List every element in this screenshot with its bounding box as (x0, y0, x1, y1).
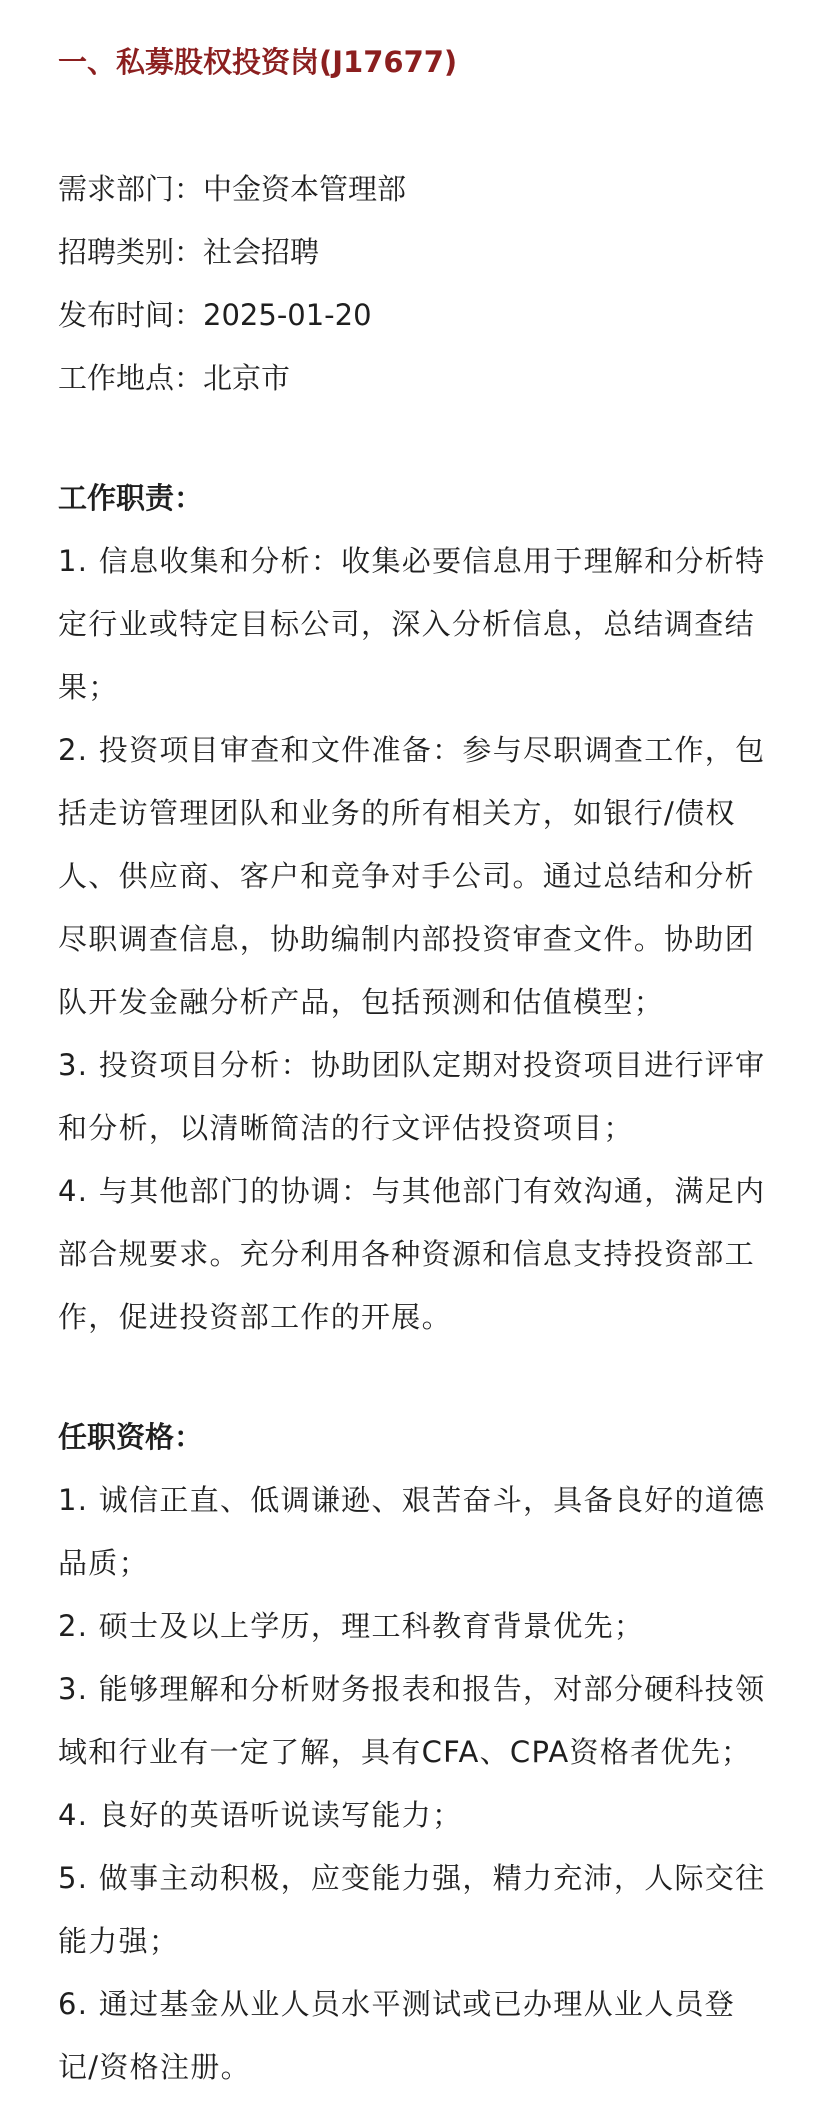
job-meta (58, 158, 770, 410)
meta-value: 社会招聘 (203, 235, 320, 269)
meta-value: 中金资本管理部 (203, 172, 407, 206)
responsibilities-title: 工作职责： (58, 481, 204, 515)
responsibility-item: 1. 信息收集和分析：收集必要信息用于理解和分析特定行业或特定目标公司，深入分析信息，总结调查结果； (58, 544, 766, 704)
meta-label: 招聘类别： (58, 235, 204, 269)
qualification-item: 3. 能够理解和分析财务报表和报告，对部分硬科技领域和行业有一定了解，具有CFA、CPA资格者优先； (58, 1672, 766, 1769)
responsibility-item: 4. 与其他部门的协调：与其他部门有效沟通，满足内部合规要求。充分利用各种资源和信息支持投资部工作，促进投资部工作的开展。 (58, 1174, 766, 1334)
meta-value: 北京市 (203, 361, 291, 395)
meta-label: 工作地点： (58, 361, 204, 395)
meta-date (58, 284, 770, 347)
meta-label: 发布时间： (58, 298, 204, 332)
qualification-item: 4. 良好的英语听说读写能力； (58, 1798, 463, 1832)
meta-category (58, 221, 770, 284)
spacer (58, 410, 770, 467)
qualification-item: 1. 诚信正直、低调谦逊、艰苦奋斗，具备良好的道德品质； (58, 1483, 766, 1580)
meta-label: 需求部门： (58, 172, 204, 206)
responsibilities-section (58, 467, 770, 1349)
spacer (58, 1349, 770, 1406)
responsibility-item: 3. 投资项目分析：协助团队定期对投资项目进行评审和分析，以清晰简洁的行文评估投资项目； (58, 1048, 766, 1145)
meta-value: 2025-01-20 (203, 298, 372, 332)
qualifications-title: 任职资格： (58, 1420, 204, 1454)
meta-department (58, 158, 770, 221)
job-title: 一、私募股权投资岗(J17677) (58, 45, 458, 79)
meta-location (58, 347, 770, 410)
qualification-item: 2. 硕士及以上学历，理工科教育背景优先； (58, 1609, 645, 1643)
qualification-item: 5. 做事主动积极，应变能力强，精力充沛，人际交往能力强； (58, 1861, 766, 1958)
qualification-item: 6. 通过基金从业人员水平测试或已办理从业人员登记/资格注册。 (58, 1987, 736, 2084)
responsibility-item: 2. 投资项目审查和文件准备：参与尽职调查工作，包括走访管理团队和业务的所有相关方，如银行/债权人、供应商、客户和竞争对手公司。通过总结和分析尽职调查信息，协助编制内部投资审查文件。协助团队开发金融分析产品，包括预测和估值模型； (58, 733, 766, 1019)
qualifications-section (58, 1406, 770, 2099)
